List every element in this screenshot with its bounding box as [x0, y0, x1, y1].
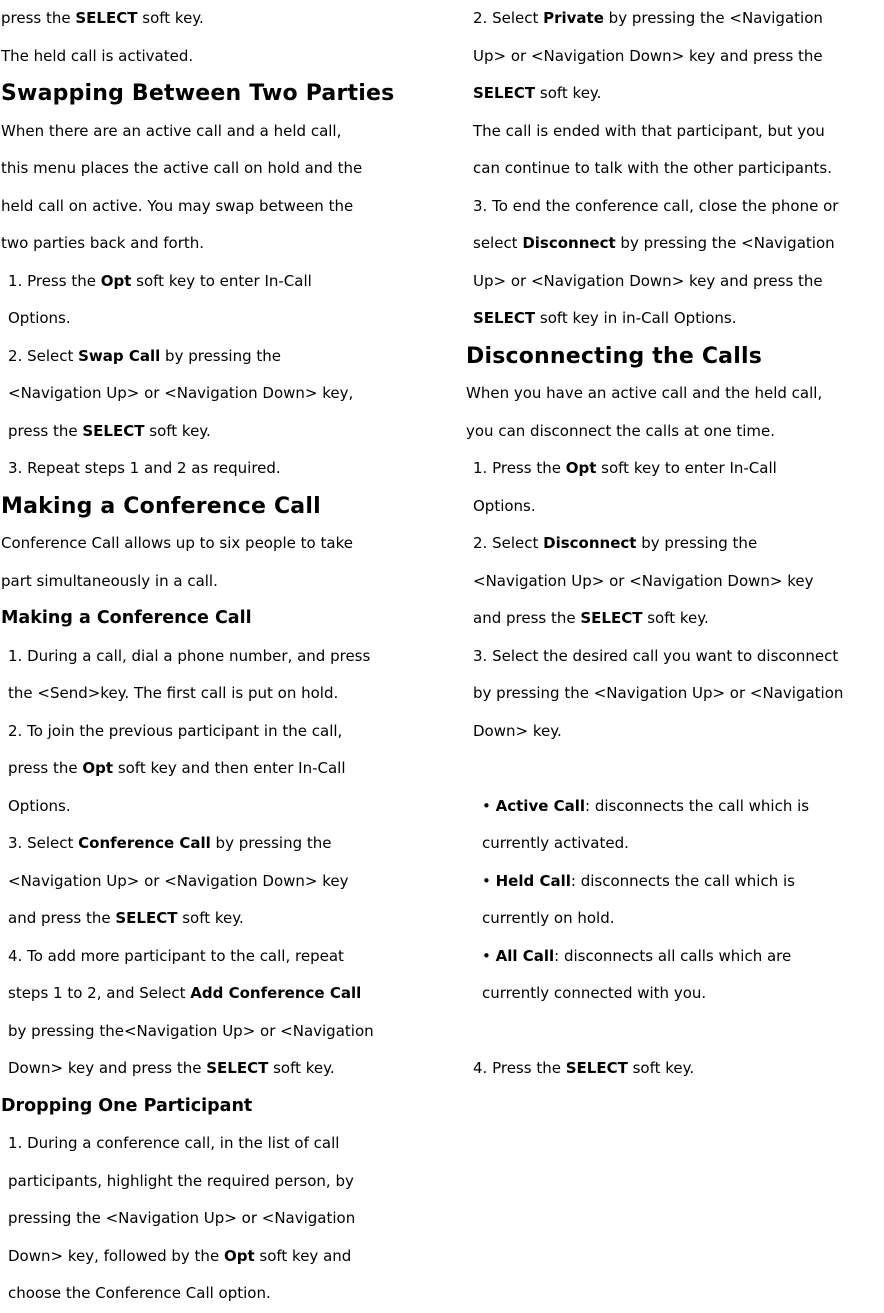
step-line: 3. Repeat steps 1 and 2 as required.: [8, 459, 281, 477]
paragraph-line: this menu places the active call on hold and the: [1, 159, 363, 177]
step-line: participants, highlight the required person, by: [8, 1171, 354, 1190]
step-line: Down> key.: [473, 721, 562, 740]
step-line: can continue to talk with the other participants.: [473, 159, 832, 177]
paragraph-line: When there are an active call and a held call,: [1, 121, 342, 140]
step-line: 1. Press the Opt soft key to enter In-Call: [473, 459, 777, 477]
step-line: 3. To end the conference call, close the phone or: [473, 196, 839, 215]
step-line: by pressing the <Navigation Up> or <Navigation: [473, 684, 844, 702]
bullet-item-line: currently on hold.: [482, 909, 615, 927]
step-line: 2. Select Private by pressing the <Navigation: [473, 9, 823, 27]
paragraph-line: two parties back and forth.: [1, 234, 205, 252]
step-line: the <Send>key. The first call is put on hold.: [8, 684, 339, 702]
step-line: 4. To add more participant to the call, repeat: [8, 946, 344, 965]
step-line: 2. Select Swap Call by pressing the: [8, 346, 282, 365]
step-line: Options.: [8, 796, 71, 815]
section-heading-disconnecting: Disconnecting the Calls: [466, 343, 762, 369]
paragraph-line: you can disconnect the calls at one time.: [466, 421, 776, 440]
step-line: Down> key and press the SELECT soft key.: [8, 1059, 335, 1077]
paragraph-line: held call on active. You may swap between the: [1, 196, 354, 215]
step-line: 2. Select Disconnect by pressing the: [473, 534, 758, 552]
step-line: 1. During a call, dial a phone number, and press: [8, 646, 371, 665]
step-line: 3. Select the desired call you want to disconnect: [473, 646, 839, 665]
spacer: [466, 750, 884, 788]
bullet-item-line: currently connected with you.: [482, 984, 707, 1002]
intro-line-2: The held call is activated.: [1, 46, 194, 65]
section-heading-conference: Making a Conference Call: [1, 493, 321, 519]
step-line: The call is ended with that participant, but you: [473, 121, 825, 140]
subheading-dropping: Dropping One Participant: [1, 1095, 253, 1116]
step-line: 3. Select Conference Call by pressing the: [8, 834, 332, 852]
step-line: Up> or <Navigation Down> key and press the: [473, 271, 823, 290]
step-line: SELECT soft key in in-Call Options.: [473, 309, 737, 327]
step-line: Down> key, followed by the Opt soft key and: [8, 1246, 352, 1265]
step-line: Options.: [473, 496, 536, 515]
step-line: Options.: [8, 309, 71, 327]
step-line: <Navigation Up> or <Navigation Down> key: [8, 871, 349, 890]
step-line: choose the Conference Call option.: [8, 1284, 271, 1302]
step-line: 1. During a conference call, in the list of call: [8, 1134, 340, 1152]
bullet-item-all-call: • All Call: disconnects all calls which are: [482, 946, 792, 965]
section-heading-swapping: Swapping Between Two Parties: [1, 81, 395, 106]
bullet-item-active-call: • Active Call: disconnects the call which is: [482, 796, 810, 815]
intro-line-1: press the SELECT soft key.: [1, 9, 204, 27]
bullet-item-line: currently activated.: [482, 834, 629, 852]
step-line: and press the SELECT soft key.: [8, 909, 244, 927]
step-line: steps 1 to 2, and Select Add Conference Call: [8, 984, 362, 1002]
step-line: press the SELECT soft key.: [8, 421, 211, 440]
left-column: [1, 0, 431, 1313]
step-line: 2. To join the previous participant in the call,: [8, 721, 343, 740]
step-line: <Navigation Up> or <Navigation Down> key,: [8, 384, 354, 402]
step-line: 1. Press the Opt soft key to enter In-Call: [8, 271, 312, 290]
step-line: press the Opt soft key and then enter In-Call: [8, 759, 346, 777]
step-line: 4. Press the SELECT soft key.: [473, 1059, 695, 1077]
step-line: <Navigation Up> or <Navigation Down> key: [473, 571, 814, 590]
subheading-conference: Making a Conference Call: [1, 608, 252, 628]
right-column: [466, 0, 884, 1088]
step-line: pressing the <Navigation Up> or <Navigation: [8, 1209, 356, 1227]
step-line: SELECT soft key.: [473, 84, 602, 102]
paragraph-line: When you have an active call and the held call,: [466, 384, 823, 402]
step-line: Up> or <Navigation Down> key and press the: [473, 46, 823, 65]
step-line: by pressing the<Navigation Up> or <Navigation: [8, 1021, 374, 1040]
step-line: select Disconnect by pressing the <Navigation: [473, 234, 835, 252]
paragraph-line: part simultaneously in a call.: [1, 571, 218, 590]
step-line: and press the SELECT soft key.: [473, 609, 709, 627]
bullet-item-held-call: • Held Call: disconnects the call which is: [482, 871, 795, 890]
paragraph-line: Conference Call allows up to six people to take: [1, 534, 353, 552]
spacer: [466, 1013, 884, 1051]
